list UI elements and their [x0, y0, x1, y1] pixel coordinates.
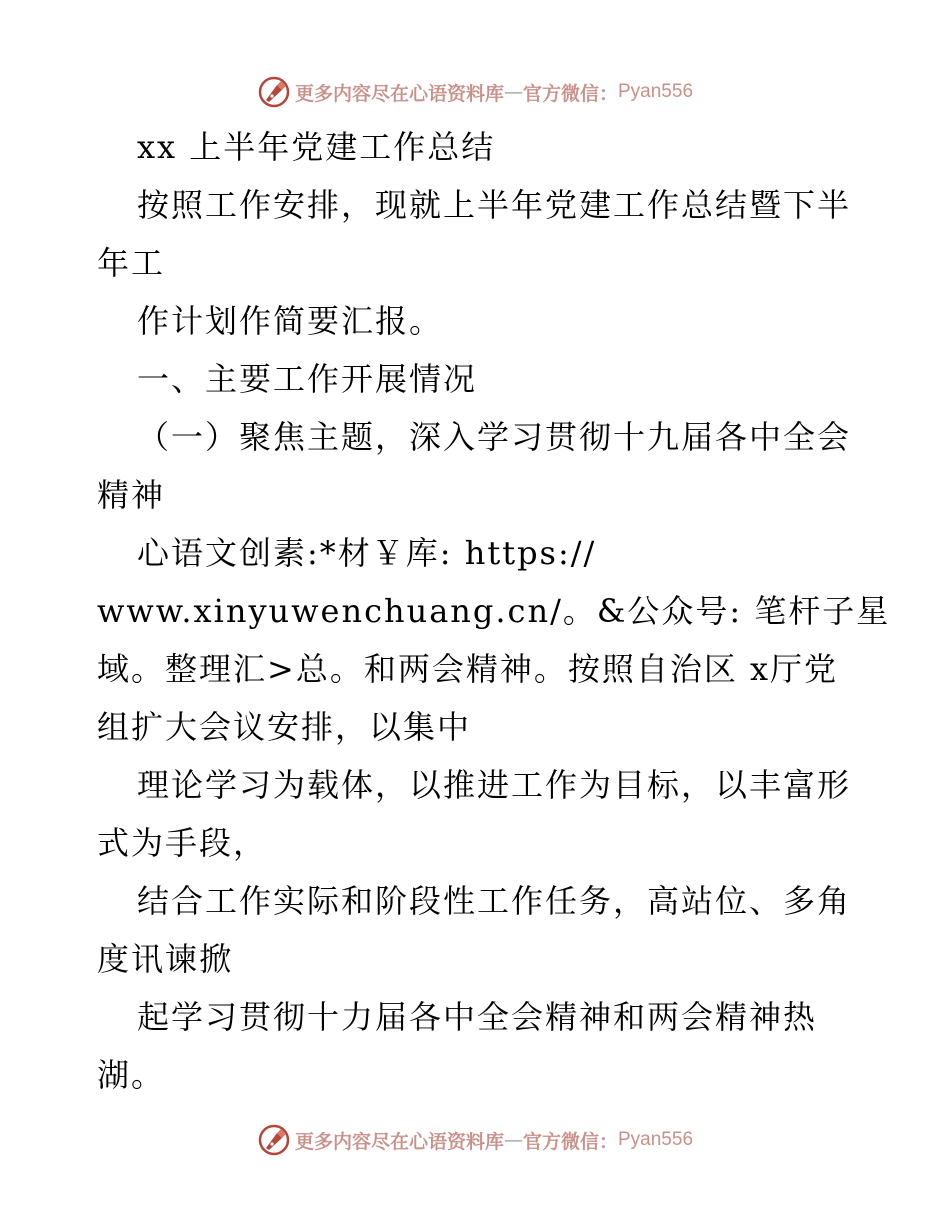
watermark-site-text: 更多内容尽在心语资料库 — [294, 1130, 504, 1153]
paragraph-line: 起学习贯彻十力届各中全会精神和两会精神热 — [137, 998, 818, 1036]
paragraph-line: 结合工作实际和阶段性工作任务，高站位、多角 — [137, 882, 852, 920]
watermark-wechat-label: 官方微信： — [522, 1130, 618, 1153]
paragraph-line: 域。整理汇>总。和两会精神。按照自治区 x厅党 — [97, 650, 839, 688]
watermark-separator: — — [503, 81, 523, 103]
header-watermark — [0, 72, 950, 112]
document-title: xx 上半年党建工作总结 — [137, 128, 496, 166]
paragraph-line: 组扩大会议安排，以集中 — [97, 708, 472, 746]
section-heading: 一、主要工作开展情况 — [137, 360, 478, 398]
footer-watermark — [0, 1120, 950, 1160]
watermark-separator: — — [503, 1129, 523, 1151]
paragraph-line: www.xinyuwenchuang.cn/。&公众号: 笔杆子星 — [97, 592, 891, 630]
watermark-wechat-id: Pyan556 — [618, 81, 694, 102]
watermark-site-text: 更多内容尽在心语资料库 — [294, 82, 504, 105]
watermark-wechat-label: 官方微信： — [522, 82, 618, 105]
paragraph-line: 心语文创素:*材￥库: https:// — [137, 534, 597, 572]
paragraph-line: 作计划作简要汇报。 — [137, 302, 444, 340]
paragraph-line: 年工 — [97, 244, 166, 282]
paragraph-line: 度讯谏掀 — [97, 940, 234, 978]
paragraph-line: 湖。 — [97, 1056, 166, 1094]
paragraph-line: 精神 — [97, 476, 166, 514]
pen-nib-logo-icon — [257, 1123, 291, 1157]
paragraph-line: 按照工作安排，现就上半年党建工作总结暨下半 — [137, 186, 852, 224]
watermark-wechat-id: Pyan556 — [618, 1129, 694, 1150]
subsection-heading: （一）聚焦主题，深入学习贯彻十九届各中全会 — [137, 418, 852, 456]
paragraph-line: 式为手段， — [97, 824, 268, 862]
pen-nib-logo-icon — [257, 75, 291, 109]
paragraph-line: 理论学习为载体，以推进工作为目标，以丰富形 — [137, 766, 852, 804]
